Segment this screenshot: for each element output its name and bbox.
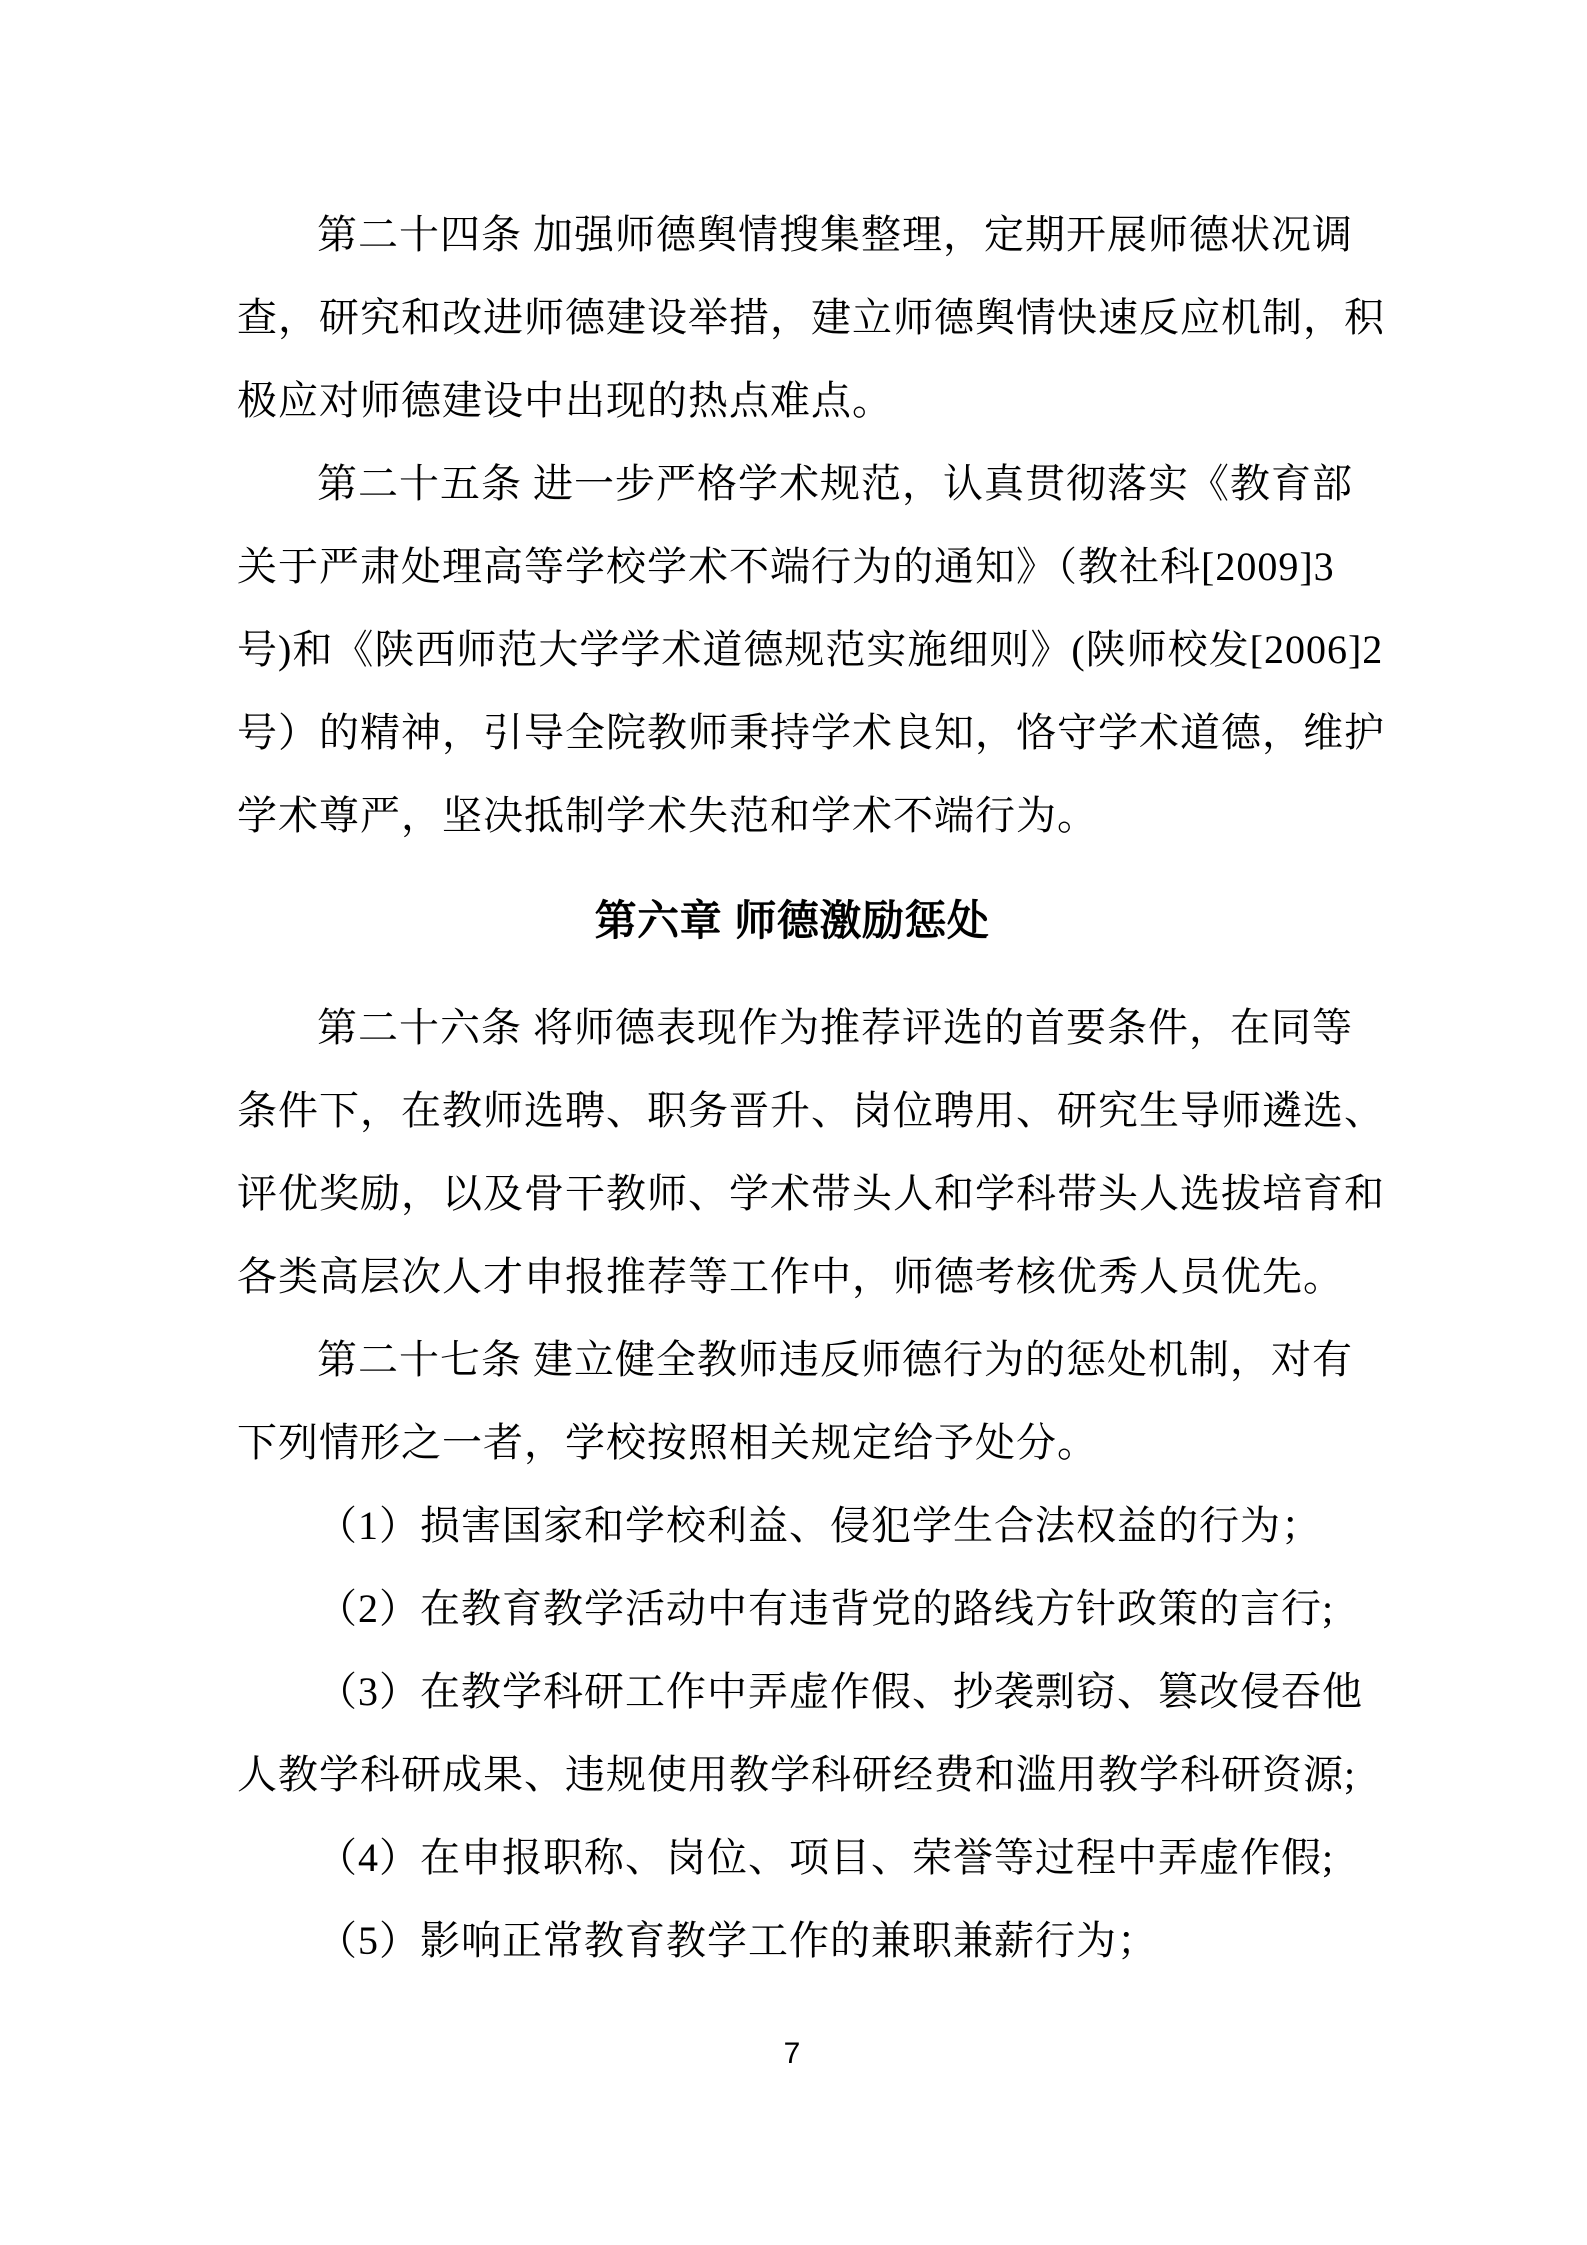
document-line: 下列情形之一者，学校按照相关规定给予处分。: [237, 1420, 1098, 1465]
document-list-item: （4）在申报职称、岗位、项目、荣誉等过程中弄虚作假;: [317, 1835, 1335, 1880]
document-line: 号)和《陕西师范大学学术道德规范实施细则》(陕师校发[2006]2: [237, 627, 1384, 672]
document-line: 各类高层次人才申报推荐等工作中，师德考核优秀人员优先。: [237, 1254, 1344, 1299]
document-line: 第二十七条 建立健全教师违反师德行为的惩处机制，对有: [317, 1337, 1353, 1382]
document-list-item: 人教学科研成果、违规使用教学科研经费和滥用教学科研资源;: [237, 1752, 1357, 1797]
document-list-item: （1）损害国家和学校利益、侵犯学生合法权益的行为；: [317, 1503, 1322, 1548]
document-list-item: （2）在教育教学活动中有违背党的路线方针政策的言行;: [317, 1586, 1335, 1631]
document-line: 评优奖励，以及骨干教师、学术带头人和学科带头人选拔培育和: [237, 1171, 1385, 1216]
document-line: 第二十四条 加强师德舆情搜集整理，定期开展师德状况调: [317, 212, 1353, 257]
document-body: [237, 193, 1385, 1982]
document-line: 学术尊严，坚决抵制学术失范和学术不端行为。: [237, 793, 1098, 838]
document-list-item: （3）在教学科研工作中弄虚作假、抄袭剽窃、篡改侵吞他: [317, 1669, 1363, 1714]
document-line: 第二十六条 将师德表现作为推荐评选的首要条件，在同等: [317, 1005, 1353, 1050]
chapter-heading: 第六章 师德激励惩处: [594, 897, 990, 944]
document-list-item: （5）影响正常教育教学工作的兼职兼薪行为；: [317, 1918, 1158, 1963]
document-line: 极应对师德建设中出现的热点难点。: [237, 378, 893, 423]
page-number: 7: [783, 2037, 801, 2070]
document-line: 第二十五条 进一步严格学术规范，认真贯彻落实《教育部: [317, 461, 1353, 506]
document-line: 条件下，在教师选聘、职务晋升、岗位聘用、研究生导师遴选、: [237, 1088, 1385, 1133]
document-line: 号）的精神，引导全院教师秉持学术良知，恪守学术道德，维护: [237, 710, 1385, 755]
document-line: 关于严肃处理高等学校学术不端行为的通知》（教社科[2009]3: [237, 544, 1335, 589]
document-line: 查，研究和改进师德建设举措，建立师德舆情快速反应机制，积: [237, 295, 1385, 340]
